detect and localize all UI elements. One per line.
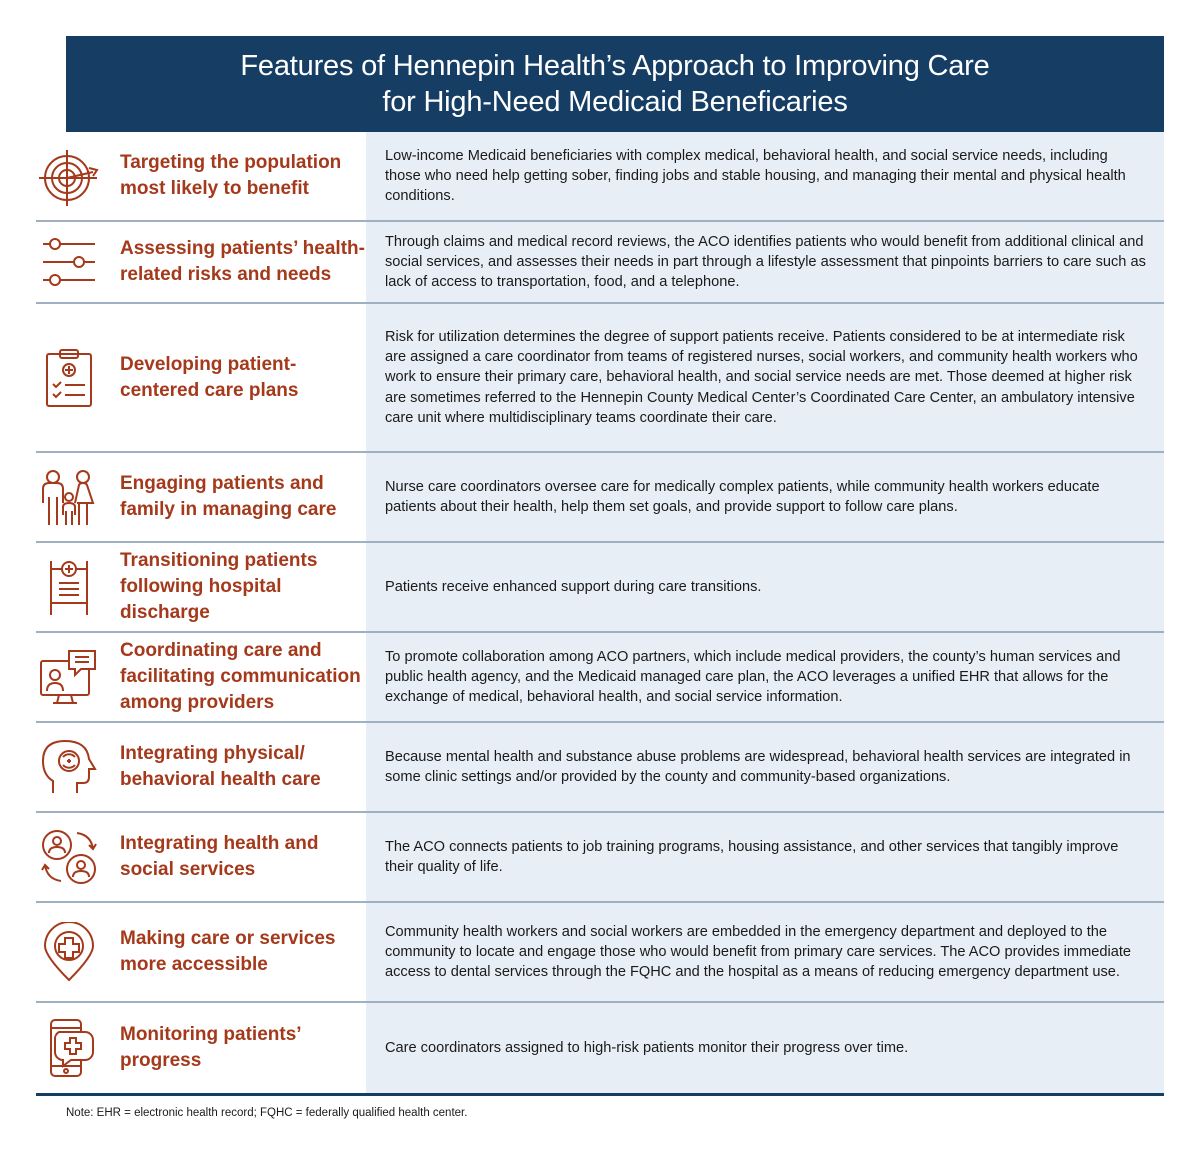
feature-label: Targeting the population most likely to benefit xyxy=(120,152,342,199)
monitor-chat-icon xyxy=(36,633,102,721)
feature-label: Integrating physical/ behavioral health care xyxy=(120,743,321,790)
head-cycle-icon xyxy=(36,723,102,811)
title-line-1: Features of Hennepin Health’s Approach to Improving Care xyxy=(240,50,990,82)
feature-label: Transitioning patients following hospital discharge xyxy=(120,550,318,623)
feature-description: Care coordinators assigned to high-risk patients monitor their progress over time. xyxy=(366,1003,1164,1093)
people-exchange-icon xyxy=(36,813,102,901)
feature-description: Through claims and medical record reviews, the ACO identifies patients who would benefit from additional clinical and social services, and assesses their needs in part through a lifestyle assessment that pinpoints barriers to care such as lack of access to transportation, food, and a telephone. xyxy=(366,222,1164,302)
clipboard-checklist-icon xyxy=(36,304,102,451)
table-row xyxy=(36,543,1164,633)
feature-description: Low-income Medicaid beneficiaries with complex medical, behavioral health, and social service needs, including those who need help getting sober, finding jobs and stable housing, and managing their mental and physical health conditions. xyxy=(366,132,1164,220)
table-row xyxy=(36,453,1164,543)
footnote: Note: EHR = electronic health record; FQHC = federally qualified health center. xyxy=(66,1107,468,1119)
family-icon xyxy=(36,453,102,541)
feature-label: Developing patient-centered care plans xyxy=(120,353,299,401)
feature-description: Community health workers and social workers are embedded in the emergency department and deployed to the community to locate and engage those who would benefit from primary care services. The ACO provides immediate access to dental services through the FQHC and the hospital as a means of reducing emergency department use. xyxy=(366,903,1164,1001)
sliders-icon xyxy=(36,222,102,302)
target-icon xyxy=(36,132,102,220)
table-row xyxy=(36,222,1164,304)
title-banner xyxy=(66,36,1164,132)
feature-label: Integrating health and social services xyxy=(120,833,319,880)
table-row xyxy=(36,903,1164,1003)
table-row xyxy=(36,304,1164,453)
table-row xyxy=(36,132,1164,222)
features-table xyxy=(36,132,1164,1096)
phone-health-icon xyxy=(36,1003,102,1093)
feature-description: Patients receive enhanced support during care transitions. xyxy=(366,543,1164,631)
feature-label: Assessing patients’ health-related risks and needs xyxy=(120,238,365,285)
table-row xyxy=(36,1003,1164,1096)
table-row xyxy=(36,723,1164,813)
feature-label: Engaging patients and family in managing care xyxy=(120,473,337,520)
feature-description: Because mental health and substance abuse problems are widespread, behavioral health services are integrated in some clinic settings and/or provided by the county and community-based organizations. xyxy=(366,723,1164,811)
feature-label: Monitoring patients’ progress xyxy=(120,1024,301,1071)
feature-description: The ACO connects patients to job training programs, housing assistance, and other services that tangibly improve their quality of life. xyxy=(366,813,1164,901)
feature-description: To promote collaboration among ACO partners, which include medical providers, the county’s human services and public health agency, and the Medicaid managed care plan, the ACO leverages a unified EHR that allows for the exchange of medical, behavioral health, and social service information. xyxy=(366,633,1164,721)
hospital-chart-icon xyxy=(36,543,102,631)
feature-description: Risk for utilization determines the degree of support patients receive. Patients considered to be at intermediate risk are assigned a care coordinator from teams of registered nurses, social workers, and community health workers who work to ensure their primary care, behavioral health, and social service needs are met. Those deemed at higher risk are sometimes referred to the Hennepin County Medical Center’s Coordinated Care Center, an ambulatory intensive care unit where multidisciplinary teams coordinate their care. xyxy=(366,304,1164,451)
location-plus-icon xyxy=(36,903,102,1001)
feature-label: Coordinating care and facilitating communication among providers xyxy=(120,640,361,713)
title-line-2: for High-Need Medicaid Beneficaries xyxy=(382,86,848,118)
feature-label: Making care or services more accessible xyxy=(120,928,336,975)
table-row xyxy=(36,633,1164,723)
feature-description: Nurse care coordinators oversee care for medically complex patients, while community health workers educate patients about their health, help them set goals, and provide support to follow care plans. xyxy=(366,453,1164,541)
table-row xyxy=(36,813,1164,903)
